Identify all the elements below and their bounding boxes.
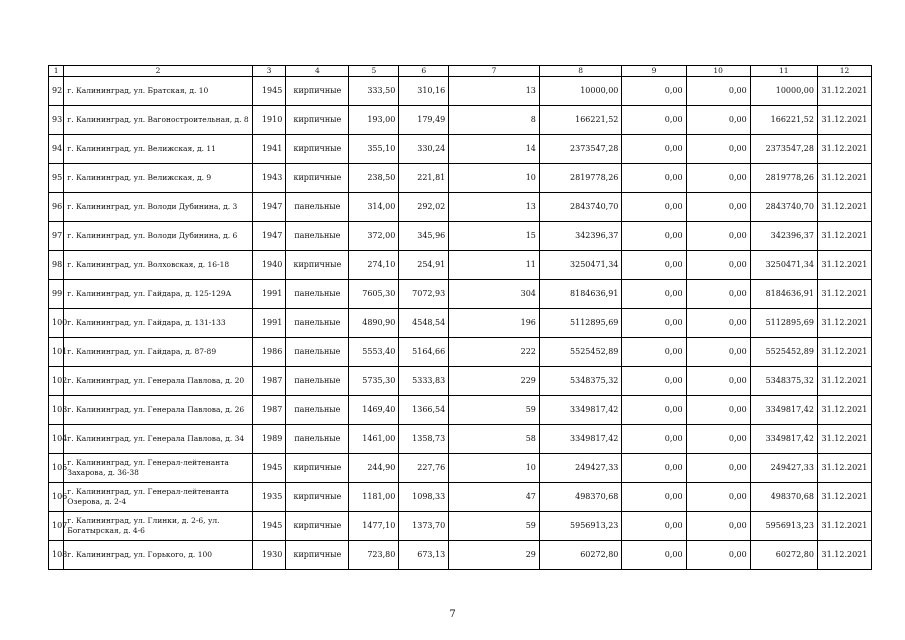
- table-row: [49, 77, 872, 106]
- year-built-cell: 1943: [252, 164, 286, 193]
- header-cell: 12: [817, 66, 871, 77]
- residents-count-cell: 229: [449, 367, 540, 396]
- row-number-cell: 104: [49, 425, 64, 454]
- residents-count-cell: 13: [449, 77, 540, 106]
- living-area-cell: 254,91: [399, 251, 449, 280]
- header-cell: 7: [449, 66, 540, 77]
- cost-owners-cell: 2843740,70: [750, 193, 817, 222]
- address-cell: г. Калининград, ул. Володи Дубинина, д. 6: [64, 222, 252, 251]
- wall-material-cell: кирпичные: [286, 454, 349, 483]
- deadline-date-cell: 31.12.2021: [817, 483, 871, 512]
- cost-total-cell: 3349817,42: [539, 425, 622, 454]
- table-row: [49, 338, 872, 367]
- living-area-cell: 1373,70: [399, 512, 449, 541]
- table-row: [49, 454, 872, 483]
- year-built-cell: 1935: [252, 483, 286, 512]
- header-cell: 5: [349, 66, 399, 77]
- cost-fund-cell: 0,00: [622, 338, 686, 367]
- cost-budget-cell: 0,00: [686, 541, 750, 570]
- cost-total-cell: 2819778,26: [539, 164, 622, 193]
- cost-total-cell: 5525452,89: [539, 338, 622, 367]
- cost-budget-cell: 0,00: [686, 425, 750, 454]
- wall-material-cell: кирпичные: [286, 512, 349, 541]
- address-cell: г. Калининград, ул. Горького, д. 100: [64, 541, 252, 570]
- year-built-cell: 1930: [252, 541, 286, 570]
- living-area-cell: 330,24: [399, 135, 449, 164]
- table-body: [49, 77, 872, 570]
- deadline-date-cell: 31.12.2021: [817, 77, 871, 106]
- row-number-cell: 108: [49, 541, 64, 570]
- deadline-date-cell: 31.12.2021: [817, 454, 871, 483]
- header-cell: 8: [539, 66, 622, 77]
- living-area-cell: 227,76: [399, 454, 449, 483]
- cost-total-cell: 5956913,23: [539, 512, 622, 541]
- cost-total-cell: 5112895,69: [539, 309, 622, 338]
- residents-count-cell: 58: [449, 425, 540, 454]
- cost-owners-cell: 8184636,91: [750, 280, 817, 309]
- table-row: [49, 512, 872, 541]
- cost-owners-cell: 3250471,34: [750, 251, 817, 280]
- cost-owners-cell: 5348375,32: [750, 367, 817, 396]
- row-number-cell: 92: [49, 77, 64, 106]
- address-cell: г. Калининград, ул. Глинки, д. 2-6, ул. Богатырская, д. 4-6: [64, 512, 252, 541]
- header-cell: 2: [64, 66, 252, 77]
- wall-material-cell: панельные: [286, 193, 349, 222]
- cost-total-cell: 5348375,32: [539, 367, 622, 396]
- cost-budget-cell: 0,00: [686, 512, 750, 541]
- wall-material-cell: панельные: [286, 309, 349, 338]
- deadline-date-cell: 31.12.2021: [817, 222, 871, 251]
- header-cell: 6: [399, 66, 449, 77]
- header-row: [49, 66, 872, 77]
- cost-owners-cell: 3349817,42: [750, 425, 817, 454]
- cost-owners-cell: 60272,80: [750, 541, 817, 570]
- housing-register-table: [48, 65, 872, 570]
- deadline-date-cell: 31.12.2021: [817, 164, 871, 193]
- cost-fund-cell: 0,00: [622, 135, 686, 164]
- cost-owners-cell: 498370,68: [750, 483, 817, 512]
- deadline-date-cell: 31.12.2021: [817, 251, 871, 280]
- total-area-cell: 723,80: [349, 541, 399, 570]
- cost-owners-cell: 5956913,23: [750, 512, 817, 541]
- deadline-date-cell: 31.12.2021: [817, 106, 871, 135]
- address-cell: г. Калининград, ул. Велижская, д. 9: [64, 164, 252, 193]
- cost-owners-cell: 342396,37: [750, 222, 817, 251]
- deadline-date-cell: 31.12.2021: [817, 541, 871, 570]
- cost-total-cell: 249427,33: [539, 454, 622, 483]
- cost-fund-cell: 0,00: [622, 454, 686, 483]
- residents-count-cell: 10: [449, 454, 540, 483]
- header-cell: 4: [286, 66, 349, 77]
- header-cell: 3: [252, 66, 286, 77]
- living-area-cell: 292,02: [399, 193, 449, 222]
- cost-fund-cell: 0,00: [622, 396, 686, 425]
- deadline-date-cell: 31.12.2021: [817, 512, 871, 541]
- year-built-cell: 1986: [252, 338, 286, 367]
- cost-fund-cell: 0,00: [622, 541, 686, 570]
- wall-material-cell: кирпичные: [286, 251, 349, 280]
- wall-material-cell: панельные: [286, 396, 349, 425]
- row-number-cell: 100: [49, 309, 64, 338]
- wall-material-cell: панельные: [286, 222, 349, 251]
- total-area-cell: 314,00: [349, 193, 399, 222]
- row-number-cell: 105: [49, 454, 64, 483]
- row-number-cell: 101: [49, 338, 64, 367]
- cost-budget-cell: 0,00: [686, 135, 750, 164]
- residents-count-cell: 29: [449, 541, 540, 570]
- deadline-date-cell: 31.12.2021: [817, 280, 871, 309]
- address-cell: г. Калининград, ул. Гайдара, д. 87-89: [64, 338, 252, 367]
- residents-count-cell: 13: [449, 193, 540, 222]
- deadline-date-cell: 31.12.2021: [817, 338, 871, 367]
- page-number: 7: [449, 609, 456, 620]
- row-number-cell: 96: [49, 193, 64, 222]
- cost-total-cell: 2843740,70: [539, 193, 622, 222]
- living-area-cell: 5333,83: [399, 367, 449, 396]
- residents-count-cell: 196: [449, 309, 540, 338]
- header-cell: 9: [622, 66, 686, 77]
- total-area-cell: 333,50: [349, 77, 399, 106]
- year-built-cell: 1945: [252, 77, 286, 106]
- cost-total-cell: 2373547,28: [539, 135, 622, 164]
- cost-owners-cell: 3349817,42: [750, 396, 817, 425]
- cost-total-cell: 3250471,34: [539, 251, 622, 280]
- table-row: [49, 309, 872, 338]
- row-number-cell: 103: [49, 396, 64, 425]
- cost-total-cell: 60272,80: [539, 541, 622, 570]
- address-cell: г. Калининград, ул. Велижская, д. 11: [64, 135, 252, 164]
- cost-budget-cell: 0,00: [686, 338, 750, 367]
- cost-fund-cell: 0,00: [622, 367, 686, 396]
- year-built-cell: 1991: [252, 309, 286, 338]
- cost-total-cell: 498370,68: [539, 483, 622, 512]
- cost-fund-cell: 0,00: [622, 280, 686, 309]
- cost-fund-cell: 0,00: [622, 251, 686, 280]
- total-area-cell: 355,10: [349, 135, 399, 164]
- cost-owners-cell: 5112895,69: [750, 309, 817, 338]
- total-area-cell: 5735,30: [349, 367, 399, 396]
- year-built-cell: 1989: [252, 425, 286, 454]
- residents-count-cell: 304: [449, 280, 540, 309]
- residents-count-cell: 59: [449, 396, 540, 425]
- cost-budget-cell: 0,00: [686, 483, 750, 512]
- total-area-cell: 4890,90: [349, 309, 399, 338]
- residents-count-cell: 11: [449, 251, 540, 280]
- cost-fund-cell: 0,00: [622, 425, 686, 454]
- row-number-cell: 97: [49, 222, 64, 251]
- header-cell: 10: [686, 66, 750, 77]
- table-row: [49, 193, 872, 222]
- cost-budget-cell: 0,00: [686, 222, 750, 251]
- header-cell: 1: [49, 66, 64, 77]
- residents-count-cell: 14: [449, 135, 540, 164]
- address-cell: г. Калининград, ул. Володи Дубинина, д. 3: [64, 193, 252, 222]
- cost-budget-cell: 0,00: [686, 77, 750, 106]
- total-area-cell: 1469,40: [349, 396, 399, 425]
- cost-fund-cell: 0,00: [622, 309, 686, 338]
- living-area-cell: 221,81: [399, 164, 449, 193]
- residents-count-cell: 8: [449, 106, 540, 135]
- cost-total-cell: 10000,00: [539, 77, 622, 106]
- address-cell: г. Калининград, ул. Вагоностроительная, д. 8: [64, 106, 252, 135]
- total-area-cell: 244,90: [349, 454, 399, 483]
- row-number-cell: 95: [49, 164, 64, 193]
- deadline-date-cell: 31.12.2021: [817, 425, 871, 454]
- residents-count-cell: 222: [449, 338, 540, 367]
- cost-total-cell: 3349817,42: [539, 396, 622, 425]
- cost-owners-cell: 249427,33: [750, 454, 817, 483]
- wall-material-cell: кирпичные: [286, 106, 349, 135]
- deadline-date-cell: 31.12.2021: [817, 135, 871, 164]
- living-area-cell: 4548,54: [399, 309, 449, 338]
- living-area-cell: 1366,54: [399, 396, 449, 425]
- cost-budget-cell: 0,00: [686, 193, 750, 222]
- table-row: [49, 367, 872, 396]
- cost-budget-cell: 0,00: [686, 309, 750, 338]
- cost-fund-cell: 0,00: [622, 77, 686, 106]
- cost-owners-cell: 166221,52: [750, 106, 817, 135]
- cost-owners-cell: 2819778,26: [750, 164, 817, 193]
- wall-material-cell: кирпичные: [286, 164, 349, 193]
- living-area-cell: 5164,66: [399, 338, 449, 367]
- table-row: [49, 222, 872, 251]
- cost-fund-cell: 0,00: [622, 512, 686, 541]
- year-built-cell: 1910: [252, 106, 286, 135]
- residents-count-cell: 15: [449, 222, 540, 251]
- living-area-cell: 310,16: [399, 77, 449, 106]
- deadline-date-cell: 31.12.2021: [817, 193, 871, 222]
- cost-owners-cell: 2373547,28: [750, 135, 817, 164]
- table-row: [49, 106, 872, 135]
- cost-budget-cell: 0,00: [686, 454, 750, 483]
- header-cell: 11: [750, 66, 817, 77]
- table-row: [49, 541, 872, 570]
- total-area-cell: 274,10: [349, 251, 399, 280]
- cost-total-cell: 166221,52: [539, 106, 622, 135]
- living-area-cell: 1358,73: [399, 425, 449, 454]
- table-row: [49, 164, 872, 193]
- deadline-date-cell: 31.12.2021: [817, 367, 871, 396]
- row-number-cell: 93: [49, 106, 64, 135]
- residents-count-cell: 59: [449, 512, 540, 541]
- year-built-cell: 1991: [252, 280, 286, 309]
- total-area-cell: 7605,30: [349, 280, 399, 309]
- cost-budget-cell: 0,00: [686, 164, 750, 193]
- table-header: [49, 66, 872, 77]
- cost-fund-cell: 0,00: [622, 164, 686, 193]
- address-cell: г. Калининград, ул. Гайдара, д. 125-129А: [64, 280, 252, 309]
- living-area-cell: 179,49: [399, 106, 449, 135]
- cost-fund-cell: 0,00: [622, 483, 686, 512]
- cost-budget-cell: 0,00: [686, 251, 750, 280]
- cost-fund-cell: 0,00: [622, 222, 686, 251]
- row-number-cell: 102: [49, 367, 64, 396]
- wall-material-cell: кирпичные: [286, 135, 349, 164]
- residents-count-cell: 10: [449, 164, 540, 193]
- cost-budget-cell: 0,00: [686, 367, 750, 396]
- total-area-cell: 1461,00: [349, 425, 399, 454]
- table-row: [49, 483, 872, 512]
- table-row: [49, 280, 872, 309]
- row-number-cell: 98: [49, 251, 64, 280]
- year-built-cell: 1947: [252, 222, 286, 251]
- cost-budget-cell: 0,00: [686, 280, 750, 309]
- year-built-cell: 1987: [252, 396, 286, 425]
- address-cell: г. Калининград, ул. Генерала Павлова, д. 26: [64, 396, 252, 425]
- table-row: [49, 396, 872, 425]
- row-number-cell: 107: [49, 512, 64, 541]
- deadline-date-cell: 31.12.2021: [817, 396, 871, 425]
- residents-count-cell: 47: [449, 483, 540, 512]
- total-area-cell: 372,00: [349, 222, 399, 251]
- table-row: [49, 135, 872, 164]
- deadline-date-cell: 31.12.2021: [817, 309, 871, 338]
- table-row: [49, 251, 872, 280]
- total-area-cell: 238,50: [349, 164, 399, 193]
- year-built-cell: 1945: [252, 454, 286, 483]
- address-cell: г. Калининград, ул. Генерал-лейтенанта Захарова, д. 36-38: [64, 454, 252, 483]
- year-built-cell: 1941: [252, 135, 286, 164]
- wall-material-cell: панельные: [286, 425, 349, 454]
- row-number-cell: 94: [49, 135, 64, 164]
- address-cell: г. Калининград, ул. Братская, д. 10: [64, 77, 252, 106]
- year-built-cell: 1945: [252, 512, 286, 541]
- cost-budget-cell: 0,00: [686, 396, 750, 425]
- cost-owners-cell: 10000,00: [750, 77, 817, 106]
- cost-owners-cell: 5525452,89: [750, 338, 817, 367]
- year-built-cell: 1947: [252, 193, 286, 222]
- row-number-cell: 106: [49, 483, 64, 512]
- wall-material-cell: кирпичные: [286, 541, 349, 570]
- address-cell: г. Калининград, ул. Генерал-лейтенанта Озерова, д. 2-4: [64, 483, 252, 512]
- year-built-cell: 1987: [252, 367, 286, 396]
- address-cell: г. Калининград, ул. Генерала Павлова, д. 20: [64, 367, 252, 396]
- living-area-cell: 673,13: [399, 541, 449, 570]
- cost-total-cell: 8184636,91: [539, 280, 622, 309]
- wall-material-cell: панельные: [286, 280, 349, 309]
- cost-total-cell: 342396,37: [539, 222, 622, 251]
- total-area-cell: 1181,00: [349, 483, 399, 512]
- wall-material-cell: панельные: [286, 338, 349, 367]
- wall-material-cell: панельные: [286, 367, 349, 396]
- year-built-cell: 1940: [252, 251, 286, 280]
- cost-budget-cell: 0,00: [686, 106, 750, 135]
- total-area-cell: 1477,10: [349, 512, 399, 541]
- row-number-cell: 99: [49, 280, 64, 309]
- cost-fund-cell: 0,00: [622, 106, 686, 135]
- wall-material-cell: кирпичные: [286, 77, 349, 106]
- address-cell: г. Калининград, ул. Волховская, д. 16-18: [64, 251, 252, 280]
- wall-material-cell: кирпичные: [286, 483, 349, 512]
- total-area-cell: 193,00: [349, 106, 399, 135]
- living-area-cell: 345,96: [399, 222, 449, 251]
- cost-fund-cell: 0,00: [622, 193, 686, 222]
- living-area-cell: 7072,93: [399, 280, 449, 309]
- total-area-cell: 5553,40: [349, 338, 399, 367]
- table-row: [49, 425, 872, 454]
- address-cell: г. Калининград, ул. Генерала Павлова, д. 34: [64, 425, 252, 454]
- address-cell: г. Калининград, ул. Гайдара, д. 131-133: [64, 309, 252, 338]
- living-area-cell: 1098,33: [399, 483, 449, 512]
